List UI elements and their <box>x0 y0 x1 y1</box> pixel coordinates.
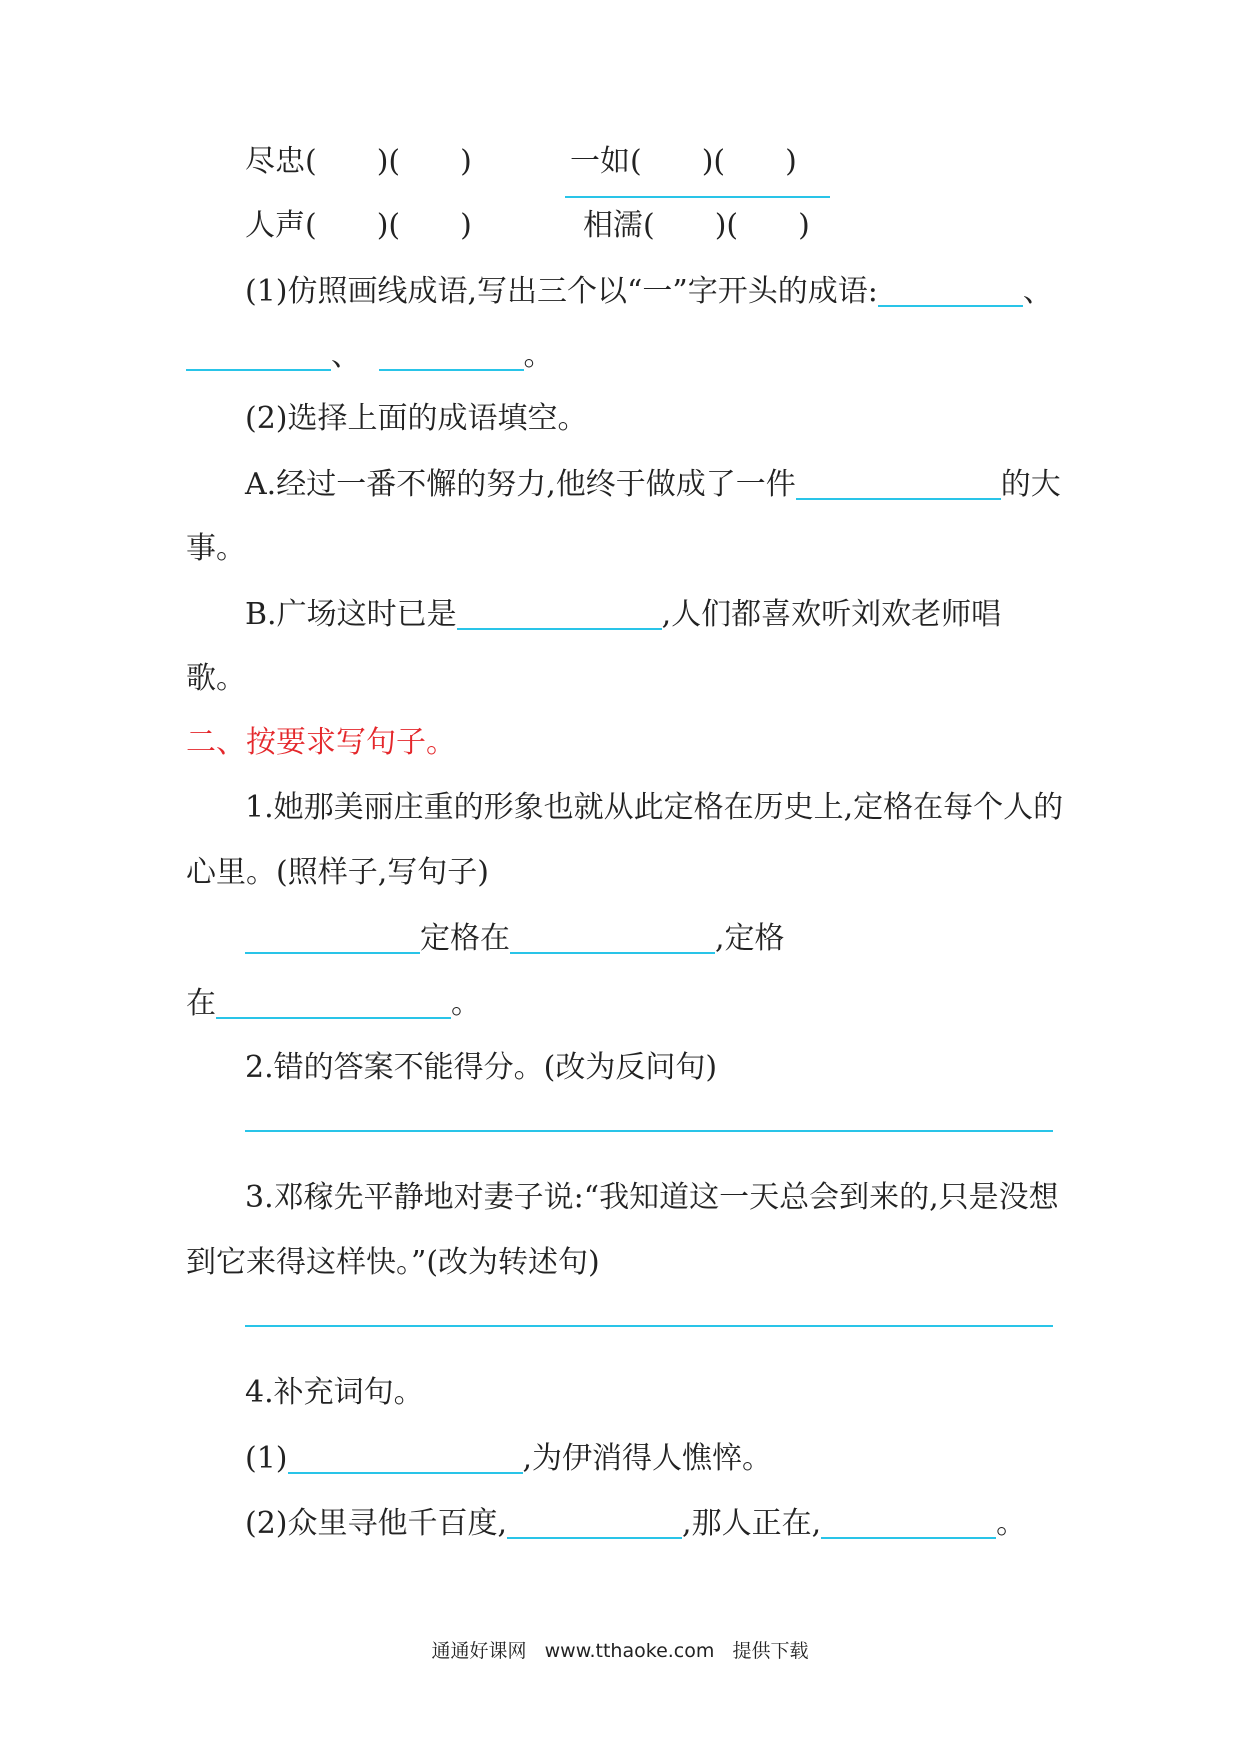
underline-yiru <box>565 196 830 198</box>
idiom-word: 一如 <box>570 144 630 179</box>
s4-2 <box>245 1503 1026 1544</box>
q2-a-cont <box>186 529 246 569</box>
answer-blank[interactable] <box>457 594 662 630</box>
s3-text: 3.邓稼先平静地对妻子说:“我知道这一天总会到来的,只是没想 <box>245 1180 1059 1215</box>
period: 。 <box>996 1506 1027 1541</box>
answer-blank[interactable] <box>245 918 420 954</box>
idiom-blank[interactable]: ( )( ) <box>305 144 472 179</box>
s1-mid1: 定格在 <box>420 921 510 956</box>
s4-text: 4.补充词句。 <box>245 1375 424 1410</box>
answer-blank[interactable] <box>796 464 1001 500</box>
s1-line2 <box>186 853 489 893</box>
q2-a-text: A.经过一番不懈的努力,他终于做成了一件 <box>245 467 796 502</box>
s1-fill-2 <box>186 983 481 1024</box>
s1-fill <box>245 918 785 959</box>
idiom-yiru <box>570 142 797 182</box>
answer-blank[interactable] <box>186 335 331 371</box>
q2-text: (2)选择上面的成语填空。 <box>245 401 588 436</box>
idiom-blank[interactable]: ( )( ) <box>643 208 810 243</box>
section-heading-text: 二、按要求写句子。 <box>186 725 456 760</box>
s2-text: 2.错的答案不能得分。(改为反问句) <box>245 1050 718 1085</box>
idiom-word: 人声 <box>245 208 305 243</box>
q2-b-suffix: ,人们都喜欢听刘欢老师唱 <box>661 597 1002 632</box>
answer-blank[interactable] <box>821 1503 996 1539</box>
period: 。 <box>451 986 481 1021</box>
s2-line <box>245 1048 717 1088</box>
separator: 、 <box>331 338 361 373</box>
answer-blank[interactable] <box>379 335 524 371</box>
separator: 、 <box>1022 274 1053 309</box>
q2-b-cont <box>186 659 246 699</box>
answer-blank[interactable] <box>878 271 1023 307</box>
s3-line2 <box>186 1243 600 1283</box>
period: 。 <box>523 338 554 373</box>
q2-a <box>245 464 1061 505</box>
footer-text: 通通好课网 www.tthaoke.com 提供下载 <box>431 1640 809 1662</box>
s1-line1 <box>245 788 1063 828</box>
s3-text-2: 到它来得这样快。”(改为转述句) <box>186 1245 600 1280</box>
idiom-xiangru <box>583 206 810 246</box>
section-heading <box>186 723 456 763</box>
answer-blank[interactable] <box>507 1503 682 1539</box>
idiom-rensheng <box>245 206 472 246</box>
s4-1-prefix: (1) <box>245 1441 288 1476</box>
s1-text-2: 心里。(照样子,写句子) <box>186 855 489 890</box>
s1-text: 1.她那美丽庄重的形象也就从此定格在历史上,定格在每个人的 <box>245 790 1064 825</box>
q2-b <box>245 594 1001 635</box>
idiom-blank[interactable]: ( )( ) <box>630 144 797 179</box>
q1-prompt <box>245 271 1053 312</box>
s1-in: 在 <box>186 986 216 1021</box>
answer-blank[interactable] <box>510 918 715 954</box>
q2-a-cont-text: 事。 <box>186 531 246 566</box>
q2-prompt <box>245 399 588 439</box>
s3-line1 <box>245 1178 1059 1218</box>
footer <box>0 1636 1240 1663</box>
s4-line <box>245 1373 424 1413</box>
q1-text: (1)仿照画线成语,写出三个以“一”字开头的成语: <box>245 274 878 309</box>
q2-b-text: B.广场这时已是 <box>245 597 457 632</box>
answer-blank[interactable] <box>216 983 451 1019</box>
q2-b-cont-text: 歌。 <box>186 661 246 696</box>
s3-answer-line[interactable] <box>245 1325 1053 1327</box>
s4-1 <box>245 1438 772 1479</box>
answer-blank[interactable] <box>288 1438 523 1474</box>
idiom-jinzhong <box>245 142 472 182</box>
q2-a-suffix: 的大 <box>1000 467 1061 502</box>
s1-mid2: ,定格 <box>715 921 785 956</box>
q1-continue <box>186 335 554 376</box>
idiom-word: 尽忠 <box>245 144 305 179</box>
s4-2-prefix: (2)众里寻他千百度, <box>245 1506 508 1541</box>
s4-1-suffix: ,为伊消得人憔悴。 <box>522 1441 773 1476</box>
s4-2-mid: ,那人正在, <box>682 1506 822 1541</box>
idiom-blank[interactable]: ( )( ) <box>305 208 472 243</box>
s2-answer-line[interactable] <box>245 1130 1053 1132</box>
idiom-word: 相濡 <box>583 208 643 243</box>
